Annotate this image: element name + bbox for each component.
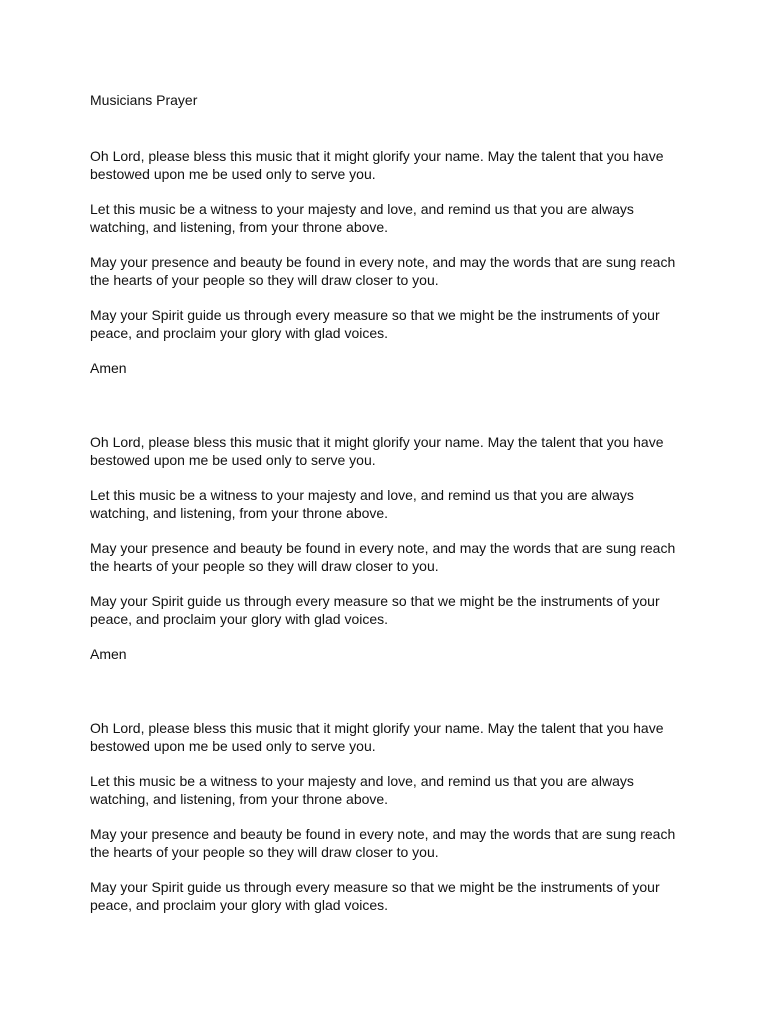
prayer-paragraph: [90, 592, 660, 628]
text-line: bestowed upon me be used only to serve you.: [90, 166, 376, 182]
text-line: May your presence and beauty be found in every note, and may the words that are sung reach: [90, 540, 676, 556]
text-line: peace, and proclaim your glory with glad voices.: [90, 325, 389, 341]
prayer-paragraph: [90, 433, 664, 469]
prayer-paragraph: [90, 253, 675, 289]
text-line: Oh Lord, please bless this music that it might glorify your name. May the talent that you have: [90, 434, 664, 450]
prayer-closing: Amen: [90, 360, 127, 376]
text-line: May your Spirit guide us through every measure so that we might be the instruments of your: [90, 879, 660, 895]
document-title: Musicians Prayer: [90, 92, 198, 108]
text-line: bestowed upon me be used only to serve you.: [90, 452, 376, 468]
text-line: Let this music be a witness to your majesty and love, and remind us that you are always: [90, 487, 634, 503]
text-line: Oh Lord, please bless this music that it might glorify your name. May the talent that you have: [90, 148, 664, 164]
prayer-paragraph: [90, 539, 675, 575]
prayer-paragraph: [90, 719, 664, 755]
text-line: May your presence and beauty be found in every note, and may the words that are sung reach: [90, 826, 676, 842]
text-line: watching, and listening, from your throne above.: [90, 791, 389, 807]
prayer-paragraph: [90, 878, 660, 914]
prayer-closing: Amen: [90, 646, 127, 662]
text-line: watching, and listening, from your throne above.: [90, 219, 389, 235]
text-line: the hearts of your people so they will draw closer to you.: [90, 272, 439, 288]
text-line: watching, and listening, from your throne above.: [90, 505, 389, 521]
text-line: peace, and proclaim your glory with glad voices.: [90, 611, 389, 627]
prayer-paragraph: [90, 200, 634, 236]
text-line: May your Spirit guide us through every measure so that we might be the instruments of your: [90, 593, 660, 609]
prayer-paragraph: [90, 486, 634, 522]
prayer-paragraph: [90, 147, 664, 183]
text-line: Oh Lord, please bless this music that it might glorify your name. May the talent that you have: [90, 720, 664, 736]
text-line: May your presence and beauty be found in every note, and may the words that are sung reach: [90, 254, 676, 270]
text-line: the hearts of your people so they will draw closer to you.: [90, 558, 439, 574]
text-line: bestowed upon me be used only to serve you.: [90, 738, 376, 754]
prayer-paragraph: [90, 772, 634, 808]
text-line: Let this music be a witness to your majesty and love, and remind us that you are always: [90, 201, 634, 217]
text-line: May your Spirit guide us through every measure so that we might be the instruments of your: [90, 307, 660, 323]
text-line: the hearts of your people so they will draw closer to you.: [90, 844, 439, 860]
prayer-paragraph: [90, 306, 660, 342]
text-line: Let this music be a witness to your majesty and love, and remind us that you are always: [90, 773, 634, 789]
prayer-paragraph: [90, 825, 675, 861]
text-line: peace, and proclaim your glory with glad voices.: [90, 897, 389, 913]
